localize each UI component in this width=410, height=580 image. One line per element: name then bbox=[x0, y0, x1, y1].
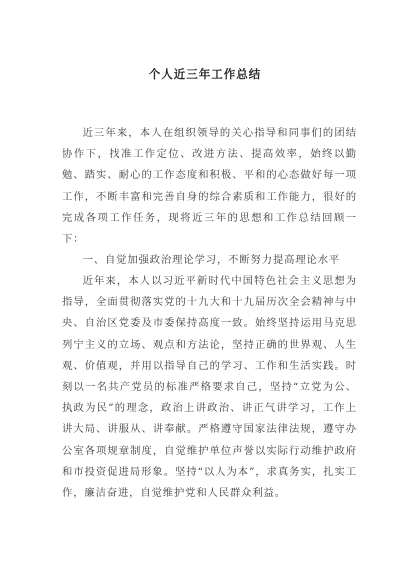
section-paragraph: 近年来，本人以习近平新时代中国特色社会主义思想为指导，全面贯彻落实党的十九大和十九届历次全会精神与中央、自治区党委及市委保持高度一致。始终坚持运用马克思列宁主义的立场、观点和方法论，坚持正确的世界观、人生观、价值观，并用以指导自己的学习、工作和生活实践。时刻以一名共产党员的标准严格要求自己，坚持“立党为公、执政为民”的理念，政治上讲政治、讲正气讲学习，工作上讲大局、讲服从、讲奉献。严格遵守国家法律法规，遵守办公室各项规章制度，自觉维护单位声誉以实际行动维护政府和市投资促进局形象。坚持“以人为本”，求真务实，扎实工作，廉洁奋进，自觉维护党和人民群众利益。 bbox=[62, 275, 357, 500]
document-title: 个人近三年工作总结 bbox=[148, 67, 262, 81]
intro-paragraph: 近三年来，本人在组织领导的关心指导和同事们的团结协作下，找准工作定位、改进方法、提高效率，始终以勤勉、踏实、耐心的工作态度和积极、平和的心态做好每一项工作，不断丰富和完善自身的综合素质和工作能力，很好的完成各项工作任务，现将近三年的思想和工作总结回顾一下： bbox=[62, 127, 357, 246]
section-heading: 一、自觉加强政治理论学习，不断努力提高理论水平 bbox=[82, 254, 341, 266]
